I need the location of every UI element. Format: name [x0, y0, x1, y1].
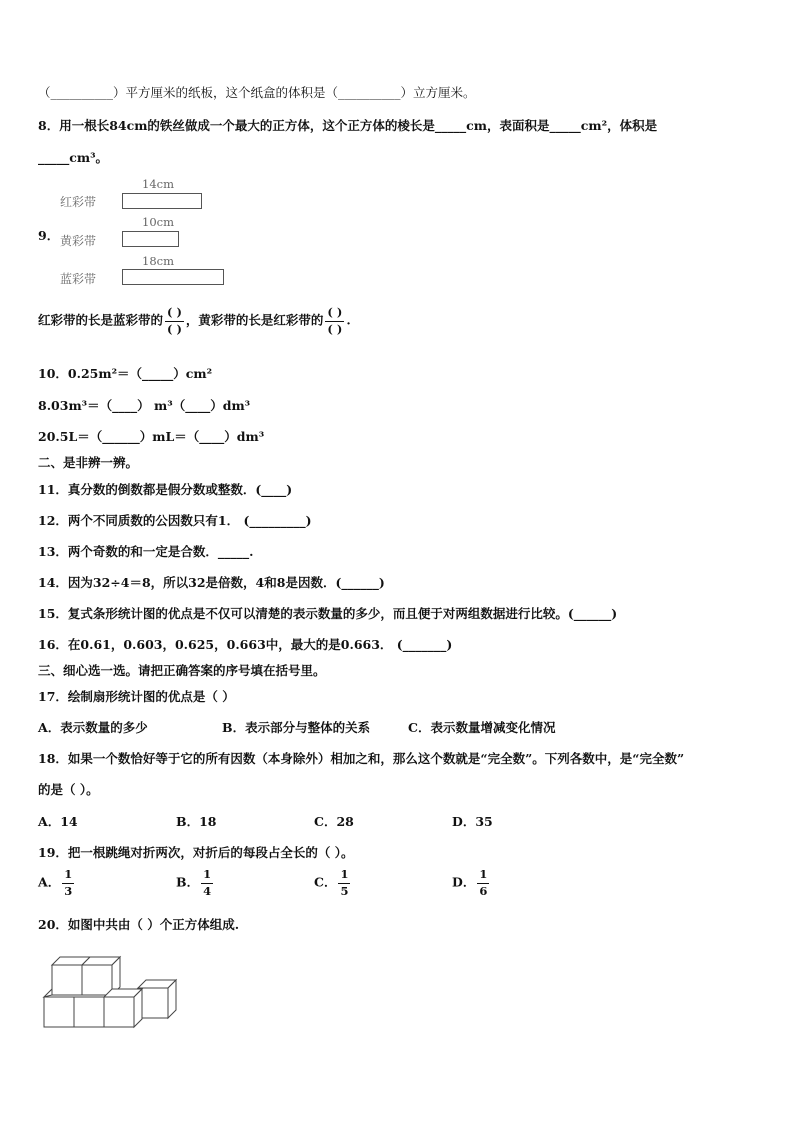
- q9-text-a: 红彩带的长是蓝彩带的: [38, 312, 164, 328]
- q9-number: 9．: [38, 228, 60, 243]
- q19-option-a: A． $\frac{1}{3}$: [38, 867, 73, 898]
- q17: 17．绘制扇形统计图的优点是（ ）: [38, 689, 235, 704]
- q18-line2: 的是（ ）。: [38, 782, 99, 797]
- cube-bottom-1: [44, 997, 74, 1027]
- q13: 13．两个奇数的和一定是合数．_____.: [38, 544, 254, 559]
- q7-continuation: （__________）平方厘米的纸板，这个纸盒的体积是（__________）立方厘米。: [38, 85, 476, 100]
- q19: 19．把一根跳绳对折两次，对折后的每段占全长的（ ）。: [38, 845, 354, 860]
- q8-line2: _____cm³。: [38, 150, 109, 165]
- q18-line1: 18．如果一个数恰好等于它的所有因数（本身除外）相加之和，那么这个数就是“完全数”。下列各数中，是“完全数”: [38, 751, 685, 766]
- q11: 11．真分数的倒数都是假分数或整数．(____): [38, 482, 293, 497]
- q8-line1: 8．用一根长84cm的铁丝做成一个最大的正方体，这个正方体的棱长是_____cm，表面积是_____cm²，体积是: [38, 118, 658, 133]
- cube-bottom-2: [74, 997, 104, 1027]
- q18-option-c: C．28: [314, 814, 354, 829]
- q19-option-b: B． $\frac{1}{4}$: [176, 867, 212, 898]
- fraction-blank-2: $\frac{( )}{( )}$: [327, 305, 343, 336]
- cube-figure: [40, 950, 190, 1032]
- q12: 12．两个不同质数的公因数只有1． (_________): [38, 513, 312, 528]
- section-3-heading: 三、细心选一选。请把正确答案的序号填在括号里。: [38, 663, 326, 678]
- q16: 16．在0.61，0.603，0.625，0.663中，最大的是0.663． (_______): [38, 637, 453, 652]
- q15: 15．复式条形统计图的优点是不仅可以清楚的表示数量的多少，而且便于对两组数据进行比较。(______): [38, 606, 618, 621]
- ribbon-yellow-label: 黄彩带: [60, 234, 97, 248]
- q9-question: [38, 307, 351, 335]
- q9-text-c: .: [346, 312, 351, 328]
- cube-bottom-3: [104, 989, 142, 1027]
- ribbon-red-length: 14cm: [142, 177, 174, 191]
- q10-line2: 8.03m³＝（____） m³（____）dm³: [38, 398, 251, 413]
- q18-option-b: B．18: [176, 814, 217, 829]
- ribbon-yellow-bar: [122, 231, 179, 247]
- ribbon-blue-length: 18cm: [142, 254, 174, 268]
- ribbon-red-bar: [122, 193, 202, 209]
- q19-option-c: C． $\frac{1}{5}$: [314, 867, 349, 898]
- q10-line1: 10．0.25m²＝（_____）cm²: [38, 366, 213, 381]
- ribbon-blue-label: 蓝彩带: [60, 272, 97, 286]
- fraction-blank-1: $\frac{( )}{( )}$: [167, 305, 182, 336]
- section-2-heading: 二、是非辨一辨。: [38, 455, 139, 470]
- cube-back-right: [138, 980, 176, 1018]
- ribbon-yellow-length: 10cm: [142, 215, 174, 229]
- q20: 20．如图中共由（ ）个正方体组成.: [38, 917, 240, 932]
- q19-option-d: D． $\frac{1}{6}$: [452, 867, 488, 898]
- q17-option-b: B．表示部分与整体的关系: [222, 720, 371, 735]
- q17-option-a: A．表示数量的多少: [38, 720, 148, 735]
- q18-option-a: A．14: [38, 814, 78, 829]
- ribbon-blue-bar: [122, 269, 224, 285]
- q10-line3: 20.5L＝（______）mL＝（____）dm³: [38, 429, 265, 444]
- q9-text-b: ，黄彩带的长是红彩带的: [185, 312, 324, 328]
- ribbon-red-label: 红彩带: [60, 195, 97, 209]
- q17-option-c: C．表示数量增减变化情况: [408, 720, 556, 735]
- q14: 14．因为32÷4＝8，所以32是倍数，4和8是因数．(______): [38, 575, 385, 590]
- q18-option-d: D．35: [452, 814, 493, 829]
